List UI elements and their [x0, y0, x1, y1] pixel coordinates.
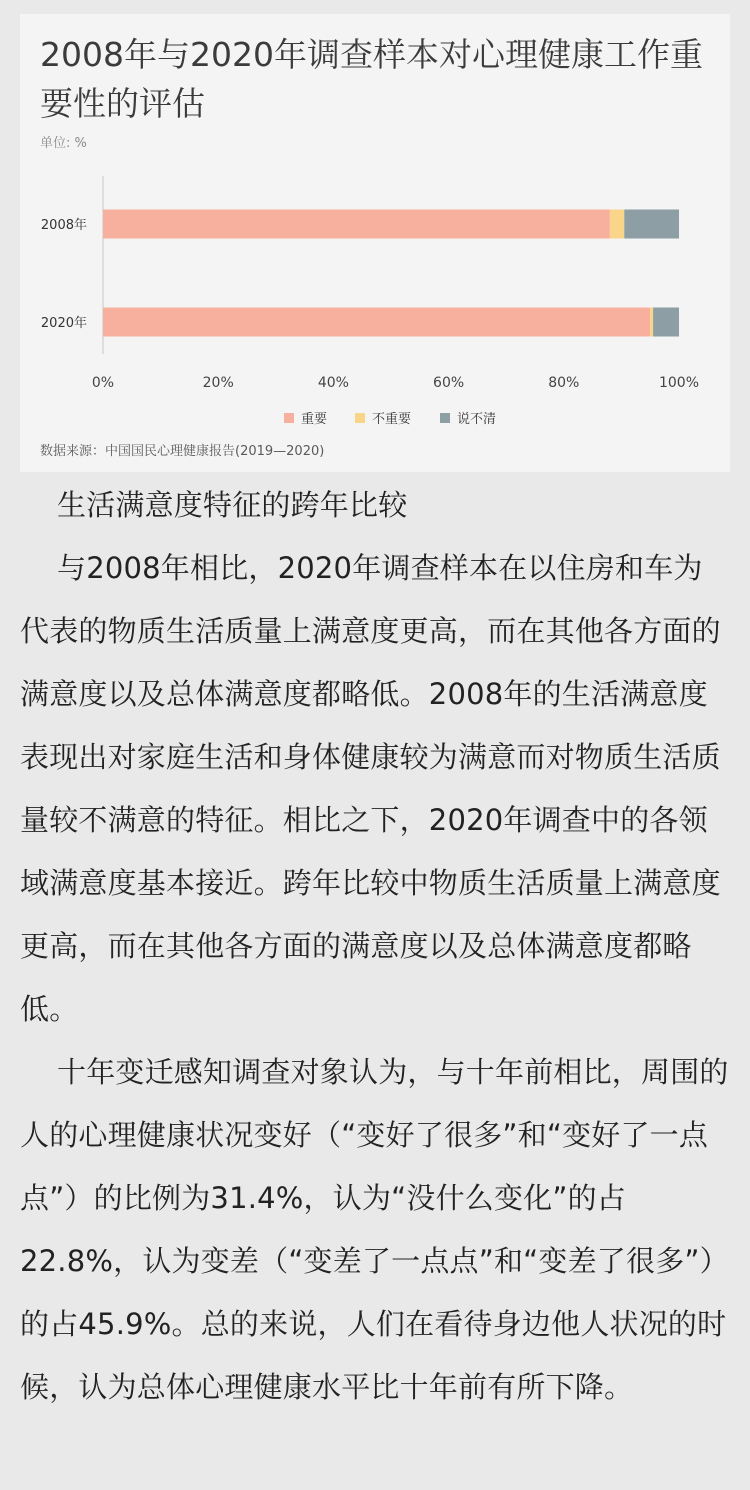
x-tick-label: 0% — [91, 375, 115, 391]
bar-segment — [624, 210, 679, 239]
chart-card — [20, 14, 730, 472]
x-tick-label: 100% — [658, 375, 700, 391]
legend-label: 说不清 — [457, 412, 497, 427]
category-label: 2020年 — [40, 316, 87, 331]
chart-title: 2008年与2020年调查样本对心理健康工作重要性的评估 — [40, 35, 703, 123]
legend-label: 重要 — [301, 412, 328, 427]
category-label: 2008年 — [40, 218, 87, 233]
x-tick-label: 20% — [202, 375, 234, 391]
bar-segment — [650, 308, 653, 337]
chart-source: 数据来源：中国国民心理健康报告(2019—2020) — [40, 444, 325, 459]
article-paragraph-2: 与2008年相比，2020年调查样本在以住房和车为代表的物质生活质量上满意度更高，而在其他各方面的满意度以及总体满意度都略低。2008年的生活满意度表现出对家庭生活和身体健康较为满意而对物质生活质量较不满意的特征。相比之下，2020年调查中的各领域满意度基本接近。跨年比较中物质生活质量上满意度更高，而在其他各方面的满意度以及总体满意度都略低。 — [20, 551, 721, 1026]
legend-swatch — [440, 413, 450, 423]
legend-label: 不重要 — [372, 412, 412, 427]
bar-segment — [103, 210, 610, 239]
chart-unit: 单位: % — [40, 136, 87, 151]
bar-segment — [610, 210, 624, 239]
bar-segment — [653, 308, 679, 337]
x-tick-label: 60% — [433, 375, 465, 391]
article-paragraph-1: 生活满意度特征的跨年比较 — [57, 488, 408, 522]
bar-segment — [103, 308, 650, 337]
article-paragraph-3: 十年变迁感知调查对象认为，与十年前相比，周围的人的心理健康状况变好（“变好了很多”和“变好了一点点”）的比例为31.4%，认为“没什么变化”的占22.8%，认为变差（“变差了一点点”和“变差了很多”）的占45.9%。总的来说，人们在看待身边他人状况的时候，认为总体心理健康水平比十年前有所下降。 — [20, 1055, 729, 1404]
legend-swatch — [355, 413, 365, 423]
x-tick-label: 40% — [317, 375, 349, 391]
stacked-bar-chart — [20, 14, 730, 472]
article-body — [20, 474, 730, 1419]
x-tick-label: 80% — [548, 375, 580, 391]
legend-swatch — [284, 413, 294, 423]
